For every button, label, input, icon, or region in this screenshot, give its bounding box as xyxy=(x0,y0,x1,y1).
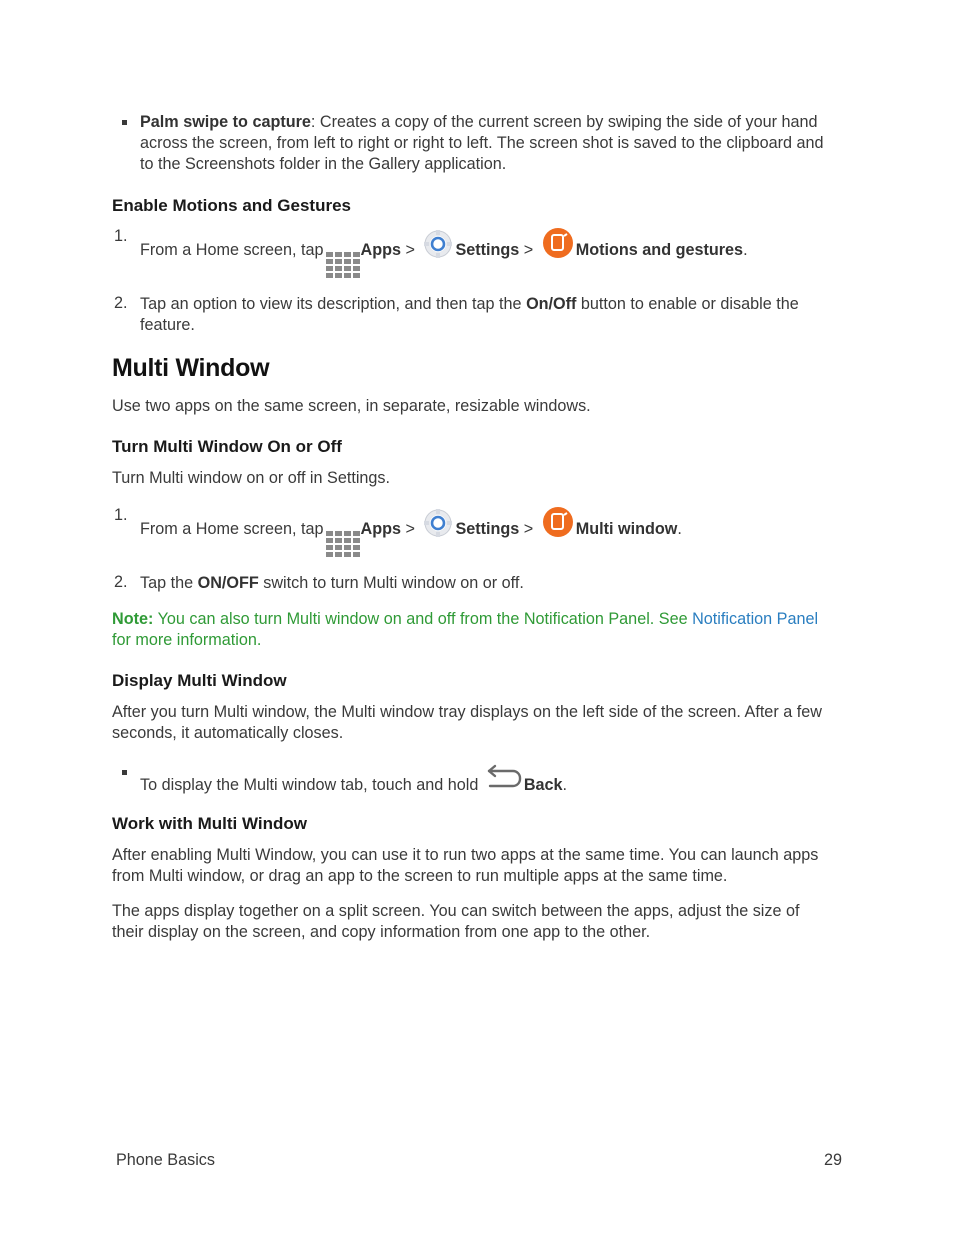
display-multi-window-text: After you turn Multi window, the Multi window tray displays on the left side of the screen. After a few seconds, it automatically closes. xyxy=(112,703,822,742)
step-suffix: switch to turn Multi window on or off. xyxy=(258,574,524,592)
settings-gear-icon xyxy=(423,508,453,538)
note-label: Note: xyxy=(112,610,154,628)
bullet-square xyxy=(122,120,127,125)
step-suffix: button to enable or disable the feature. xyxy=(140,295,799,334)
apps-grid-icon xyxy=(326,531,360,561)
display-multi-window-heading: Display Multi Window xyxy=(112,671,287,690)
multi-window-intro: Use two apps on the same screen, in separate, resizable windows. xyxy=(112,397,591,415)
step-number: 1. xyxy=(114,227,128,245)
work-paragraph-2: The apps display together on a split screen. You can switch between the apps, adjust the size of their display on the screen, and copy information from one app to the other. xyxy=(112,902,800,941)
step-number: 2. xyxy=(114,294,128,312)
bullet-prefix: To display the Multi window tab, touch and hold xyxy=(140,776,483,794)
multi-window-orange-icon xyxy=(542,506,574,538)
motions-orange-icon xyxy=(542,227,574,259)
enable-step-2-text xyxy=(140,294,834,336)
separator: > xyxy=(519,241,538,259)
step-prefix: From a Home screen, tap xyxy=(140,520,324,538)
palm-swipe-description: : Creates a copy of the current screen by swiping the side of your hand across the screen, from left to right or right to left. The screen shot is saved to the clipboard and to the Screenshots folder in the Gallery application. xyxy=(140,113,824,173)
back-arrow-icon xyxy=(486,760,524,792)
period: . xyxy=(562,776,568,794)
settings-label: Settings xyxy=(455,520,520,538)
on-off-label: On/Off xyxy=(526,295,577,313)
enable-step-2 xyxy=(112,294,834,336)
settings-gear-icon xyxy=(423,229,453,259)
bullet-square xyxy=(122,770,127,775)
notification-panel-link[interactable]: Notification Panel xyxy=(692,610,819,628)
back-bullet xyxy=(112,760,834,796)
period: . xyxy=(677,520,682,538)
separator: > xyxy=(401,241,420,259)
palm-swipe-text xyxy=(140,112,834,175)
enable-step-1 xyxy=(112,227,834,282)
note-after: for more information. xyxy=(112,631,262,649)
step-prefix: From a Home screen, tap xyxy=(140,241,324,259)
footer-section-name: Phone Basics xyxy=(116,1151,215,1169)
step-number: 1. xyxy=(114,506,128,524)
turn-multi-window-intro: Turn Multi window on or off in Settings. xyxy=(112,469,391,487)
multi-step-1 xyxy=(112,506,834,561)
multi-window-title: Multi Window xyxy=(112,354,270,382)
period: . xyxy=(743,241,748,259)
settings-label: Settings xyxy=(455,241,520,259)
document-page xyxy=(112,110,834,943)
work-paragraph-1: After enabling Multi Window, you can use it to run two apps at the same time. You can launch apps from Multi window, or drag an app to the screen to run multiple apps at the same time. xyxy=(112,846,819,885)
apps-grid-icon xyxy=(326,252,360,282)
apps-label: Apps xyxy=(360,241,401,259)
step-prefix: Tap an option to view its description, and then tap the xyxy=(140,295,527,313)
step-prefix: Tap the xyxy=(140,574,198,592)
note-paragraph xyxy=(112,609,834,651)
on-off-switch-label: ON/OFF xyxy=(197,574,259,592)
enable-step-1-text xyxy=(140,227,834,282)
multi-step-2 xyxy=(112,573,834,594)
footer-page-number: 29 xyxy=(823,1151,842,1169)
multi-step-1-text xyxy=(140,506,834,561)
separator: > xyxy=(401,520,420,538)
motions-label: Motions and gestures xyxy=(575,241,744,259)
note-text: You can also turn Multi window on and off from the Notification Panel. See xyxy=(153,610,693,628)
work-with-multi-window-heading: Work with Multi Window xyxy=(112,814,308,833)
back-label: Back xyxy=(523,776,563,794)
palm-swipe-bullet xyxy=(112,112,834,175)
turn-multi-window-heading: Turn Multi Window On or Off xyxy=(112,437,342,456)
separator: > xyxy=(519,520,538,538)
palm-swipe-term: Palm swipe to capture xyxy=(140,113,311,131)
back-bullet-text xyxy=(140,760,834,796)
multi-window-label: Multi window xyxy=(575,520,678,538)
step-number: 2. xyxy=(114,573,128,591)
apps-label: Apps xyxy=(360,520,401,538)
multi-step-2-text xyxy=(140,573,834,594)
enable-motions-heading: Enable Motions and Gestures xyxy=(112,196,351,215)
